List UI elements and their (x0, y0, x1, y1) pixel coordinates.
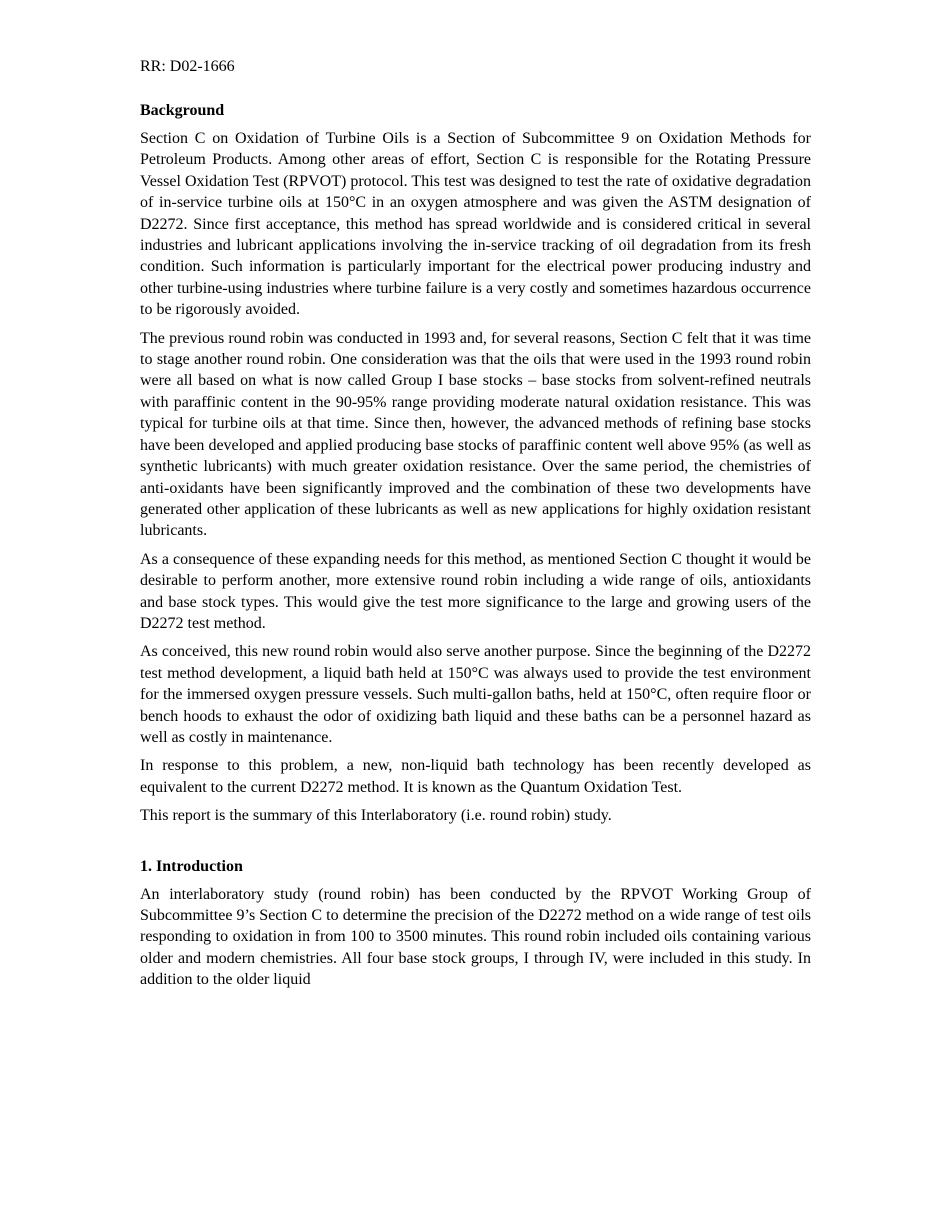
section-spacer (140, 834, 811, 856)
background-paragraph-5: In response to this problem, a new, non-liquid bath technology has been recently developed as equivalent to the current D2272 method. It is known as the Quantum Oxidation Test. (140, 757, 811, 796)
background-paragraph-6: This report is the summary of this Interlaboratory (i.e. round robin) study. (140, 807, 612, 825)
introduction-paragraph-1: An interlaboratory study (round robin) has been conducted by the RPVOT Working Group of Subcommittee 9’s Section C to determine the precision of the D2272 method on a wide range of test oils responding to oxidation in from 100 to 3500 minutes. This round robin included oils containing various older and modern chemistries. All four base stock groups, I through IV, were included in this study. In addition to the older liquid (140, 885, 811, 989)
background-paragraph-3: As a consequence of these expanding needs for this method, as mentioned Section C thought it would be desirable to perform another, more extensive round robin including a wide range of oils, antioxidants and base stock types. This would give the test more significance to the large and growing users of the D2272 test method. (140, 550, 811, 632)
section-heading-background: Background (140, 102, 225, 119)
section-background (140, 100, 811, 827)
background-paragraph-2: The previous round robin was conducted in 1993 and, for several reasons, Section C felt that it was time to stage another round robin. One consideration was that the oils that were used in the 1993 round robin were all based on what is now called Group I base stocks – base stocks from solvent-refined neutrals with paraffinic content in the 90-95% range providing moderate natural oxidation resistance. This was typical for turbine oils at that time. Since then, however, the advanced methods of refining base stocks have been developed and applied producing base stocks of paraffinic content well above 95% (as well as synthetic lubricants) with much greater oxidation resistance. Over the same period, the chemistries of anti-oxidants have been significantly improved and the combination of these two developments have generated other application of these lubricants as well as new applications for highly oxidation resistant lubricants. (140, 329, 811, 540)
document-page (140, 56, 811, 998)
background-paragraph-4: As conceived, this new round robin would also serve another purpose. Since the beginning of the D2272 test method development, a liquid bath held at 150°C was always used to provide the test environment for the immersed oxygen pressure vessels. Such multi-gallon baths, held at 150°C, often require floor or bench hoods to exhaust the odor of oxidizing bath liquid and these baths can be a personnel hazard as well as costly in maintenance. (140, 643, 811, 746)
document-id: RR: D02-1666 (140, 58, 235, 75)
section-heading-introduction: 1. Introduction (140, 857, 243, 875)
background-paragraph-1: Section C on Oxidation of Turbine Oils is a Section of Subcommittee 9 on Oxidation Methods for Petroleum Products. Among other areas of effort, Section C is responsible for the Rotating Pressure Vessel Oxidation Test (RPVOT) protocol. This test was designed to test the rate of oxidative degradation of in-service turbine oils at 150°C in an oxygen atmosphere and was given the ASTM designation of D2272. Since first acceptance, this method has spread worldwide and is considered critical in several industries and lubricant applications involving the in-service tracking of oil degradation from its fresh condition. Such information is particularly important for the electrical power producing industry and other turbine-using industries where turbine failure is a very costly and sometimes hazardous occurrence to be rigorously avoided. (140, 130, 811, 319)
section-introduction (140, 856, 811, 991)
